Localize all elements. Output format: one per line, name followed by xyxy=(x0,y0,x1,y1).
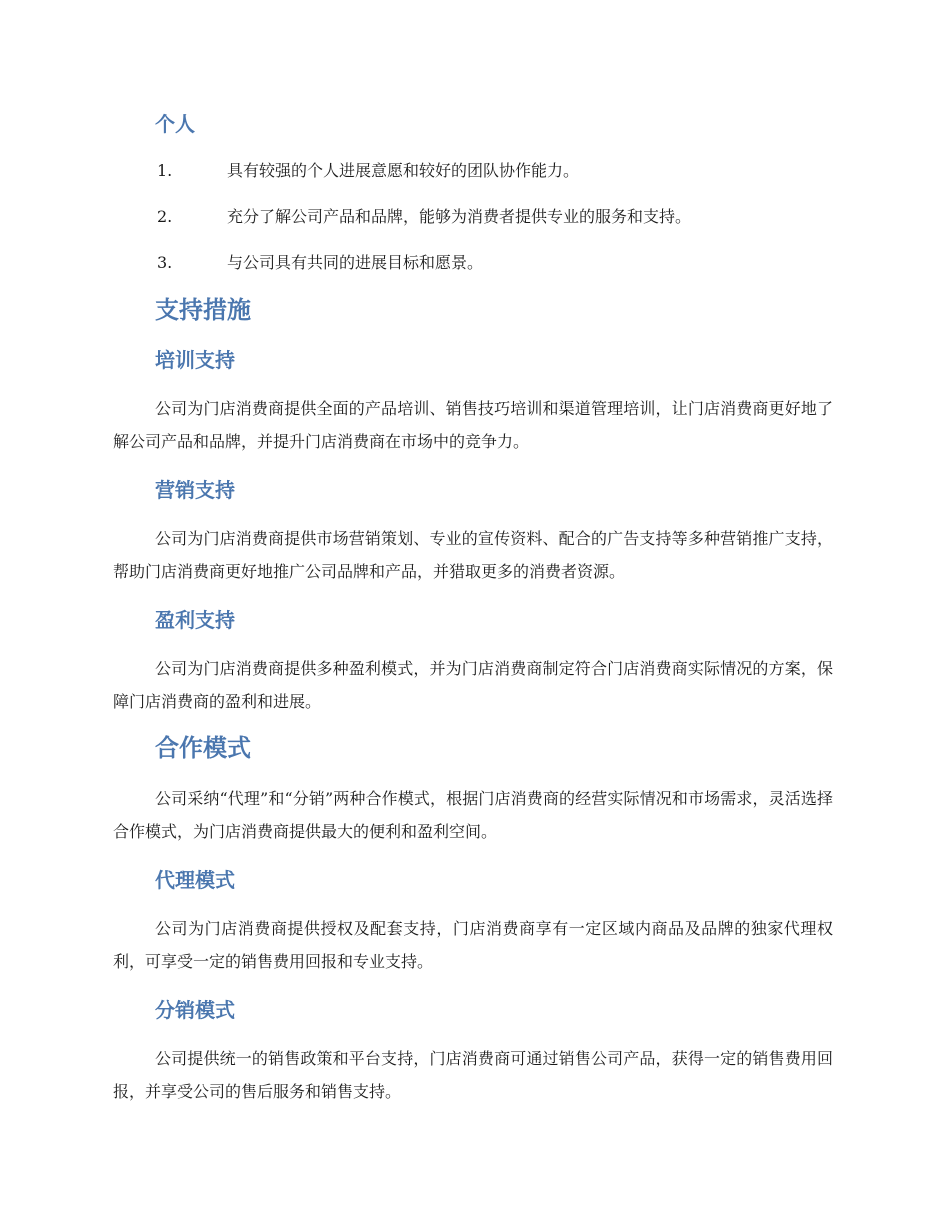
paragraph-cooperation-intro: 公司采纳“代理”和“分销”两种合作模式，根据门店消费商的经营实际情况和市场需求，灵活选择合作模式，为门店消费商提供最大的便利和盈利空间。 xyxy=(113,789,833,841)
heading-training: 培训支持 xyxy=(155,348,235,372)
list-text: 与公司具有共同的进展目标和愿景。 xyxy=(227,253,484,272)
paragraph-profit: 公司为门店消费商提供多种盈利模式，并为门店消费商制定符合门店消费商实际情况的方案，保障门店消费商的盈利和进展。 xyxy=(113,659,833,711)
list-text: 充分了解公司产品和品牌，能够为消费者提供专业的服务和支持。 xyxy=(227,207,692,226)
paragraph-training: 公司为门店消费商提供全面的产品培训、销售技巧培训和渠道管理培训，让门店消费商更好地了解公司产品和品牌，并提升门店消费商在市场中的竞争力。 xyxy=(113,399,833,451)
heading-cooperation: 合作模式 xyxy=(155,734,251,762)
list-item xyxy=(113,160,833,182)
heading-profit: 盈利支持 xyxy=(155,608,235,632)
heading-support: 支持措施 xyxy=(155,296,251,324)
paragraph-distribution: 公司提供统一的销售政策和平台支持，门店消费商可通过销售公司产品，获得一定的销售费用回报，并享受公司的售后服务和销售支持。 xyxy=(113,1049,833,1101)
paragraph-marketing: 公司为门店消费商提供市场营销策划、专业的宣传资料、配合的广告支持等多种营销推广支持，帮助门店消费商更好地推广公司品牌和产品，并猎取更多的消费者资源。 xyxy=(113,529,833,581)
heading-marketing: 营销支持 xyxy=(155,478,235,502)
list-text: 具有较强的个人进展意愿和较好的团队协作能力。 xyxy=(227,161,580,180)
list-item xyxy=(113,252,833,274)
heading-distribution: 分销模式 xyxy=(155,998,235,1022)
heading-personal: 个人 xyxy=(155,112,195,136)
heading-agency: 代理模式 xyxy=(155,868,235,892)
list-number: 3. xyxy=(157,253,173,272)
list-item xyxy=(113,206,833,228)
document-content xyxy=(113,100,833,1108)
list-number: 1. xyxy=(157,161,173,180)
list-number: 2. xyxy=(157,207,173,226)
paragraph-agency: 公司为门店消费商提供授权及配套支持，门店消费商享有一定区域内商品及品牌的独家代理权利，可享受一定的销售费用回报和专业支持。 xyxy=(113,919,833,971)
